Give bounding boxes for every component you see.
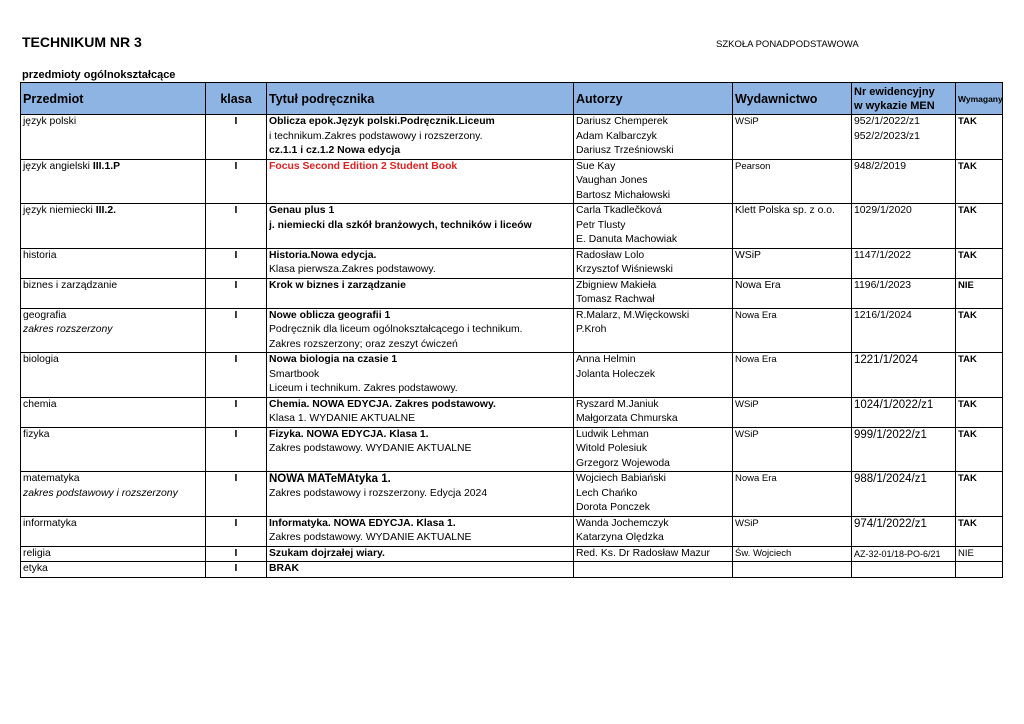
required-cell (956, 531, 1003, 546)
registry-number-cell: 1024/1/2022/z1 (852, 397, 956, 412)
klasa-cell (206, 338, 267, 353)
header-subject: Przedmiot (21, 83, 206, 115)
required-cell: TAK (956, 397, 1003, 412)
subject-cell (21, 338, 206, 353)
subject-cell (21, 115, 206, 130)
title-cell (267, 293, 574, 308)
klasa-cell (206, 189, 267, 204)
authors-cell: Zbigniew Makieła (574, 278, 733, 293)
registry-number-cell: AZ-32-01/18-PO-6/21 (852, 546, 956, 562)
title-cell: Klasa 1. WYDANIE AKTUALNE (267, 412, 574, 427)
table-row (21, 174, 1003, 189)
publisher-cell (733, 338, 852, 353)
publisher-cell: Nowa Era (733, 472, 852, 487)
subject-cell (21, 531, 206, 546)
publisher-cell (733, 562, 852, 578)
authors-cell (574, 382, 733, 397)
required-cell: TAK (956, 427, 1003, 442)
required-cell: TAK (956, 159, 1003, 174)
title-cell: Historia.Nowa edycja. (267, 248, 574, 263)
publisher-cell: Św. Wojciech (733, 546, 852, 562)
authors-cell: Katarzyna Olędzka (574, 531, 733, 546)
required-cell (956, 323, 1003, 338)
table-body (21, 115, 1003, 578)
subject-cell (21, 412, 206, 427)
subject-cell (21, 368, 206, 383)
required-cell (956, 412, 1003, 427)
publisher-cell: Nowa Era (733, 353, 852, 368)
subject-name: geografia (23, 309, 67, 321)
authors-cell: Dorota Ponczek (574, 501, 733, 516)
klasa-cell (206, 323, 267, 338)
required-cell: NIE (956, 278, 1003, 293)
title-cell: Informatyka. NOWA EDYCJA. Klasa 1. (267, 516, 574, 531)
registry-number-cell (852, 501, 956, 516)
klasa-cell (206, 144, 267, 159)
title-cell: Krok w biznes i zarządzanie (267, 278, 574, 293)
publisher-cell: WSiP (733, 115, 852, 130)
authors-cell: Jolanta Holeczek (574, 368, 733, 383)
registry-number-cell (852, 293, 956, 308)
publisher-cell: WSiP (733, 397, 852, 412)
subject-name: język polski (23, 116, 77, 127)
required-cell (956, 233, 1003, 248)
table-row (21, 487, 1003, 502)
authors-cell: P.Kroh (574, 323, 733, 338)
authors-cell: Małgorzata Chmurska (574, 412, 733, 427)
klasa-cell (206, 487, 267, 502)
required-cell (956, 487, 1003, 502)
required-cell (956, 501, 1003, 516)
table-row (21, 278, 1003, 293)
publisher-cell: WSiP (733, 427, 852, 442)
required-cell: TAK (956, 472, 1003, 487)
table-row (21, 397, 1003, 412)
table-row (21, 130, 1003, 145)
table-row (21, 338, 1003, 353)
table-row (21, 382, 1003, 397)
required-cell (956, 338, 1003, 353)
table-row (21, 457, 1003, 472)
subject-cell (21, 144, 206, 159)
title-cell: Smartbook (267, 368, 574, 383)
subject-name: historia (23, 249, 57, 261)
header-publisher: Wydawnictwo (733, 83, 852, 115)
authors-cell: Ryszard M.Janiuk (574, 397, 733, 412)
publisher-cell (733, 412, 852, 427)
authors-cell: Tomasz Rachwał (574, 293, 733, 308)
subject-cell (21, 546, 206, 562)
school-type-label: SZKOŁA PONADPODSTAWOWA (716, 39, 859, 50)
publisher-cell: Nowa Era (733, 278, 852, 293)
subject-name: biologia (23, 354, 59, 365)
subject-cell (21, 233, 206, 248)
registry-number-cell: 974/1/2022/z1 (852, 516, 956, 531)
subject-cell (21, 501, 206, 516)
required-cell: TAK (956, 353, 1003, 368)
subject-cell (21, 427, 206, 442)
klasa-cell (206, 263, 267, 278)
title-cell: Fizyka. NOWA EDYCJA. Klasa 1. (267, 427, 574, 442)
klasa-cell: I (206, 516, 267, 531)
authors-cell (574, 562, 733, 578)
publisher-cell: WSiP (733, 248, 852, 263)
registry-number-cell (852, 412, 956, 427)
table-row (21, 501, 1003, 516)
required-cell (956, 562, 1003, 578)
authors-cell: E. Danuta Machowiak (574, 233, 733, 248)
registry-number-cell (852, 457, 956, 472)
title-cell: Podręcznik dla liceum ogólnokształcącego i technikum. (267, 323, 574, 338)
klasa-cell: I (206, 562, 267, 578)
table-row (21, 442, 1003, 457)
klasa-cell (206, 501, 267, 516)
title-cell: Oblicza epok.Język polski.Podręcznik.Liceum (267, 115, 574, 130)
subject-cell (21, 159, 206, 174)
title-cell: j. niemiecki dla szkół branżowych, techników i liceów (267, 219, 574, 234)
authors-cell (574, 338, 733, 353)
authors-cell: Radosław Lolo (574, 248, 733, 263)
table-row (21, 546, 1003, 562)
subject-cell (21, 487, 206, 502)
authors-cell: Witold Polesiuk (574, 442, 733, 457)
title-cell: BRAK (267, 562, 574, 578)
title-cell: Nowa biologia na czasie 1 (267, 353, 574, 368)
klasa-cell: I (206, 115, 267, 130)
klasa-cell (206, 293, 267, 308)
table-row (21, 293, 1003, 308)
authors-cell: Petr Tlusty (574, 219, 733, 234)
title-cell (267, 501, 574, 516)
registry-number-cell: 1147/1/2022 (852, 248, 956, 263)
authors-cell: Dariusz Chemperek (574, 115, 733, 130)
publisher-cell (733, 174, 852, 189)
table-header-row (21, 83, 1003, 115)
publisher-cell (733, 531, 852, 546)
header-title: Tytuł podręcznika (267, 83, 574, 115)
registry-number-cell (852, 263, 956, 278)
table-row (21, 562, 1003, 578)
subject-cell (21, 204, 206, 219)
header-authors: Autorzy (574, 83, 733, 115)
publisher-cell (733, 293, 852, 308)
klasa-cell (206, 233, 267, 248)
registry-number-cell (852, 487, 956, 502)
table-row (21, 248, 1003, 263)
subject-scope: zakres rozszerzony (23, 324, 113, 335)
title-cell: Szukam dojrzałej wiary. (267, 546, 574, 562)
authors-cell: Vaughan Jones (574, 174, 733, 189)
subject-cell (21, 382, 206, 397)
subject-name: język niemiecki (23, 205, 96, 216)
klasa-cell (206, 219, 267, 234)
required-cell (956, 293, 1003, 308)
subject-scope: zakres podstawowy i rozszerzony (23, 487, 178, 499)
klasa-cell: I (206, 472, 267, 487)
required-cell (956, 219, 1003, 234)
authors-cell: Ludwik Lehman (574, 427, 733, 442)
title-cell (267, 174, 574, 189)
subject-cell (21, 189, 206, 204)
klasa-cell: I (206, 308, 267, 323)
required-cell: NIE (956, 546, 1003, 562)
subject-cell (21, 219, 206, 234)
registry-number-cell (852, 233, 956, 248)
title-cell (267, 189, 574, 204)
required-cell (956, 130, 1003, 145)
required-cell (956, 174, 1003, 189)
authors-cell: Krzysztof Wiśniewski (574, 263, 733, 278)
publisher-cell (733, 501, 852, 516)
subject-cell (21, 130, 206, 145)
publisher-cell (733, 144, 852, 159)
subject-cell (21, 516, 206, 531)
registry-number-cell (852, 562, 956, 578)
required-cell: TAK (956, 204, 1003, 219)
registry-number-cell: 999/1/2022/z1 (852, 427, 956, 442)
publisher-cell (733, 233, 852, 248)
publisher-cell (733, 219, 852, 234)
klasa-cell (206, 130, 267, 145)
table-row (21, 115, 1003, 130)
subject-name: matematyka (23, 473, 80, 484)
klasa-cell (206, 382, 267, 397)
authors-cell: R.Malarz, M.Więckowski (574, 308, 733, 323)
klasa-cell (206, 174, 267, 189)
subject-cell (21, 293, 206, 308)
title-cell: Zakres podstawowy i rozszerzony. Edycja 2024 (267, 487, 574, 502)
publisher-cell (733, 368, 852, 383)
klasa-cell: I (206, 159, 267, 174)
title-cell: NOWA MATeMAtyka 1. (267, 472, 574, 487)
required-cell (956, 144, 1003, 159)
klasa-cell (206, 457, 267, 472)
table-row (21, 472, 1003, 487)
klasa-cell: I (206, 248, 267, 263)
required-cell (956, 368, 1003, 383)
registry-number-cell (852, 144, 956, 159)
subject-cell (21, 442, 206, 457)
klasa-cell: I (206, 546, 267, 562)
authors-cell: Carla Tkadlečková (574, 204, 733, 219)
table-row (21, 219, 1003, 234)
authors-cell: Grzegorz Wojewoda (574, 457, 733, 472)
title-cell: i technikum.Zakres podstawowy i rozszerzony. (267, 130, 574, 145)
registry-number-cell (852, 382, 956, 397)
subject-name: język angielski (23, 160, 93, 172)
subject-cell (21, 562, 206, 578)
publisher-cell: Klett Polska sp. z o.o. (733, 204, 852, 219)
document-title: TECHNIKUM NR 3 (22, 34, 142, 50)
required-cell (956, 457, 1003, 472)
registry-number-cell (852, 323, 956, 338)
table-row (21, 189, 1003, 204)
subject-cell (21, 457, 206, 472)
klasa-cell: I (206, 397, 267, 412)
publisher-cell (733, 382, 852, 397)
table-row (21, 323, 1003, 338)
subject-level: III.2. (95, 205, 116, 216)
registry-number-cell: 952/2/2023/z1 (852, 130, 956, 145)
table-row (21, 427, 1003, 442)
registry-number-cell (852, 338, 956, 353)
required-cell: TAK (956, 248, 1003, 263)
table-row (21, 368, 1003, 383)
publisher-cell (733, 189, 852, 204)
header-number-line2: w wykazie MEN (854, 99, 935, 112)
publisher-cell (733, 442, 852, 457)
title-cell: Klasa pierwsza.Zakres podstawowy. (267, 263, 574, 278)
subject-cell (21, 472, 206, 487)
title-cell: cz.1.1 i cz.1.2 Nowa edycja (267, 144, 574, 159)
table-row (21, 531, 1003, 546)
subject-cell (21, 323, 206, 338)
table-row (21, 412, 1003, 427)
title-cell: Zakres rozszerzony; oraz zeszyt ćwiczeń (267, 338, 574, 353)
section-title: przedmioty ogólnokształcące (22, 69, 176, 81)
registry-number-cell (852, 189, 956, 204)
subject-name: fizyka (23, 428, 50, 440)
subject-cell (21, 174, 206, 189)
registry-number-cell (852, 219, 956, 234)
registry-number-cell: 952/1/2022/z1 (852, 115, 956, 130)
publisher-cell (733, 263, 852, 278)
table-row (21, 204, 1003, 219)
required-cell: TAK (956, 516, 1003, 531)
registry-number-cell: 1029/1/2020 (852, 204, 956, 219)
klasa-cell (206, 531, 267, 546)
publisher-cell: Nowa Era (733, 308, 852, 323)
title-cell (267, 233, 574, 248)
publisher-cell: WSiP (733, 516, 852, 531)
required-cell (956, 442, 1003, 457)
table-row (21, 353, 1003, 368)
title-cell: Focus Second Edition 2 Student Book (267, 159, 574, 174)
authors-cell: Bartosz Michałowski (574, 189, 733, 204)
table-row (21, 233, 1003, 248)
subject-cell (21, 353, 206, 368)
title-cell: Liceum i technikum. Zakres podstawowy. (267, 382, 574, 397)
publisher-cell: Pearson (733, 159, 852, 174)
klasa-cell (206, 412, 267, 427)
subject-name: etyka (23, 563, 48, 574)
title-cell: Zakres podstawowy. WYDANIE AKTUALNE (267, 531, 574, 546)
publisher-cell (733, 487, 852, 502)
header-klasa: klasa (206, 83, 267, 115)
title-cell (267, 457, 574, 472)
publisher-cell (733, 130, 852, 145)
subject-name: informatyka (23, 517, 77, 529)
subject-cell (21, 278, 206, 293)
subject-name: biznes i zarządzanie (23, 279, 118, 291)
authors-cell: Red. Ks. Dr Radosław Mazur (574, 546, 733, 562)
publisher-cell (733, 323, 852, 338)
registry-number-cell (852, 368, 956, 383)
subject-cell (21, 308, 206, 323)
authors-cell: Adam Kalbarczyk (574, 130, 733, 145)
required-cell (956, 189, 1003, 204)
required-cell: TAK (956, 308, 1003, 323)
registry-number-cell (852, 531, 956, 546)
title-cell: Genau plus 1 (267, 204, 574, 219)
authors-cell: Wojciech Babiański (574, 472, 733, 487)
subject-level: III.1.P (92, 160, 121, 172)
registry-number-cell (852, 442, 956, 457)
header-number (852, 83, 956, 115)
header-required: Wymagany (956, 83, 1003, 115)
required-cell: TAK (956, 115, 1003, 130)
registry-number-cell: 948/2/2019 (852, 159, 956, 174)
registry-number-cell (852, 174, 956, 189)
subject-cell (21, 248, 206, 263)
authors-cell: Sue Kay (574, 159, 733, 174)
authors-cell: Dariusz Trześniowski (574, 144, 733, 159)
publisher-cell (733, 457, 852, 472)
registry-number-cell: 1196/1/2023 (852, 278, 956, 293)
required-cell (956, 382, 1003, 397)
table-row (21, 159, 1003, 174)
authors-cell: Anna Helmin (574, 353, 733, 368)
table-row (21, 516, 1003, 531)
klasa-cell: I (206, 278, 267, 293)
klasa-cell: I (206, 427, 267, 442)
subject-cell (21, 397, 206, 412)
required-cell (956, 263, 1003, 278)
authors-cell: Wanda Jochemczyk (574, 516, 733, 531)
registry-number-cell: 1216/1/2024 (852, 308, 956, 323)
subject-name: religia (23, 547, 51, 559)
header-number-line1: Nr ewidencyjny (854, 85, 935, 98)
klasa-cell: I (206, 353, 267, 368)
registry-number-cell: 988/1/2024/z1 (852, 472, 956, 487)
authors-cell: Lech Chańko (574, 487, 733, 502)
klasa-cell (206, 368, 267, 383)
table-row (21, 308, 1003, 323)
table-row (21, 144, 1003, 159)
subject-name: chemia (23, 398, 57, 410)
klasa-cell: I (206, 204, 267, 219)
title-cell: Chemia. NOWA EDYCJA. Zakres podstawowy. (267, 397, 574, 412)
subject-cell (21, 263, 206, 278)
title-cell: Zakres podstawowy. WYDANIE AKTUALNE (267, 442, 574, 457)
textbook-table (20, 82, 1003, 578)
klasa-cell (206, 442, 267, 457)
registry-number-cell: 1221/1/2024 (852, 353, 956, 368)
table-row (21, 263, 1003, 278)
title-cell: Nowe oblicza geografii 1 (267, 308, 574, 323)
